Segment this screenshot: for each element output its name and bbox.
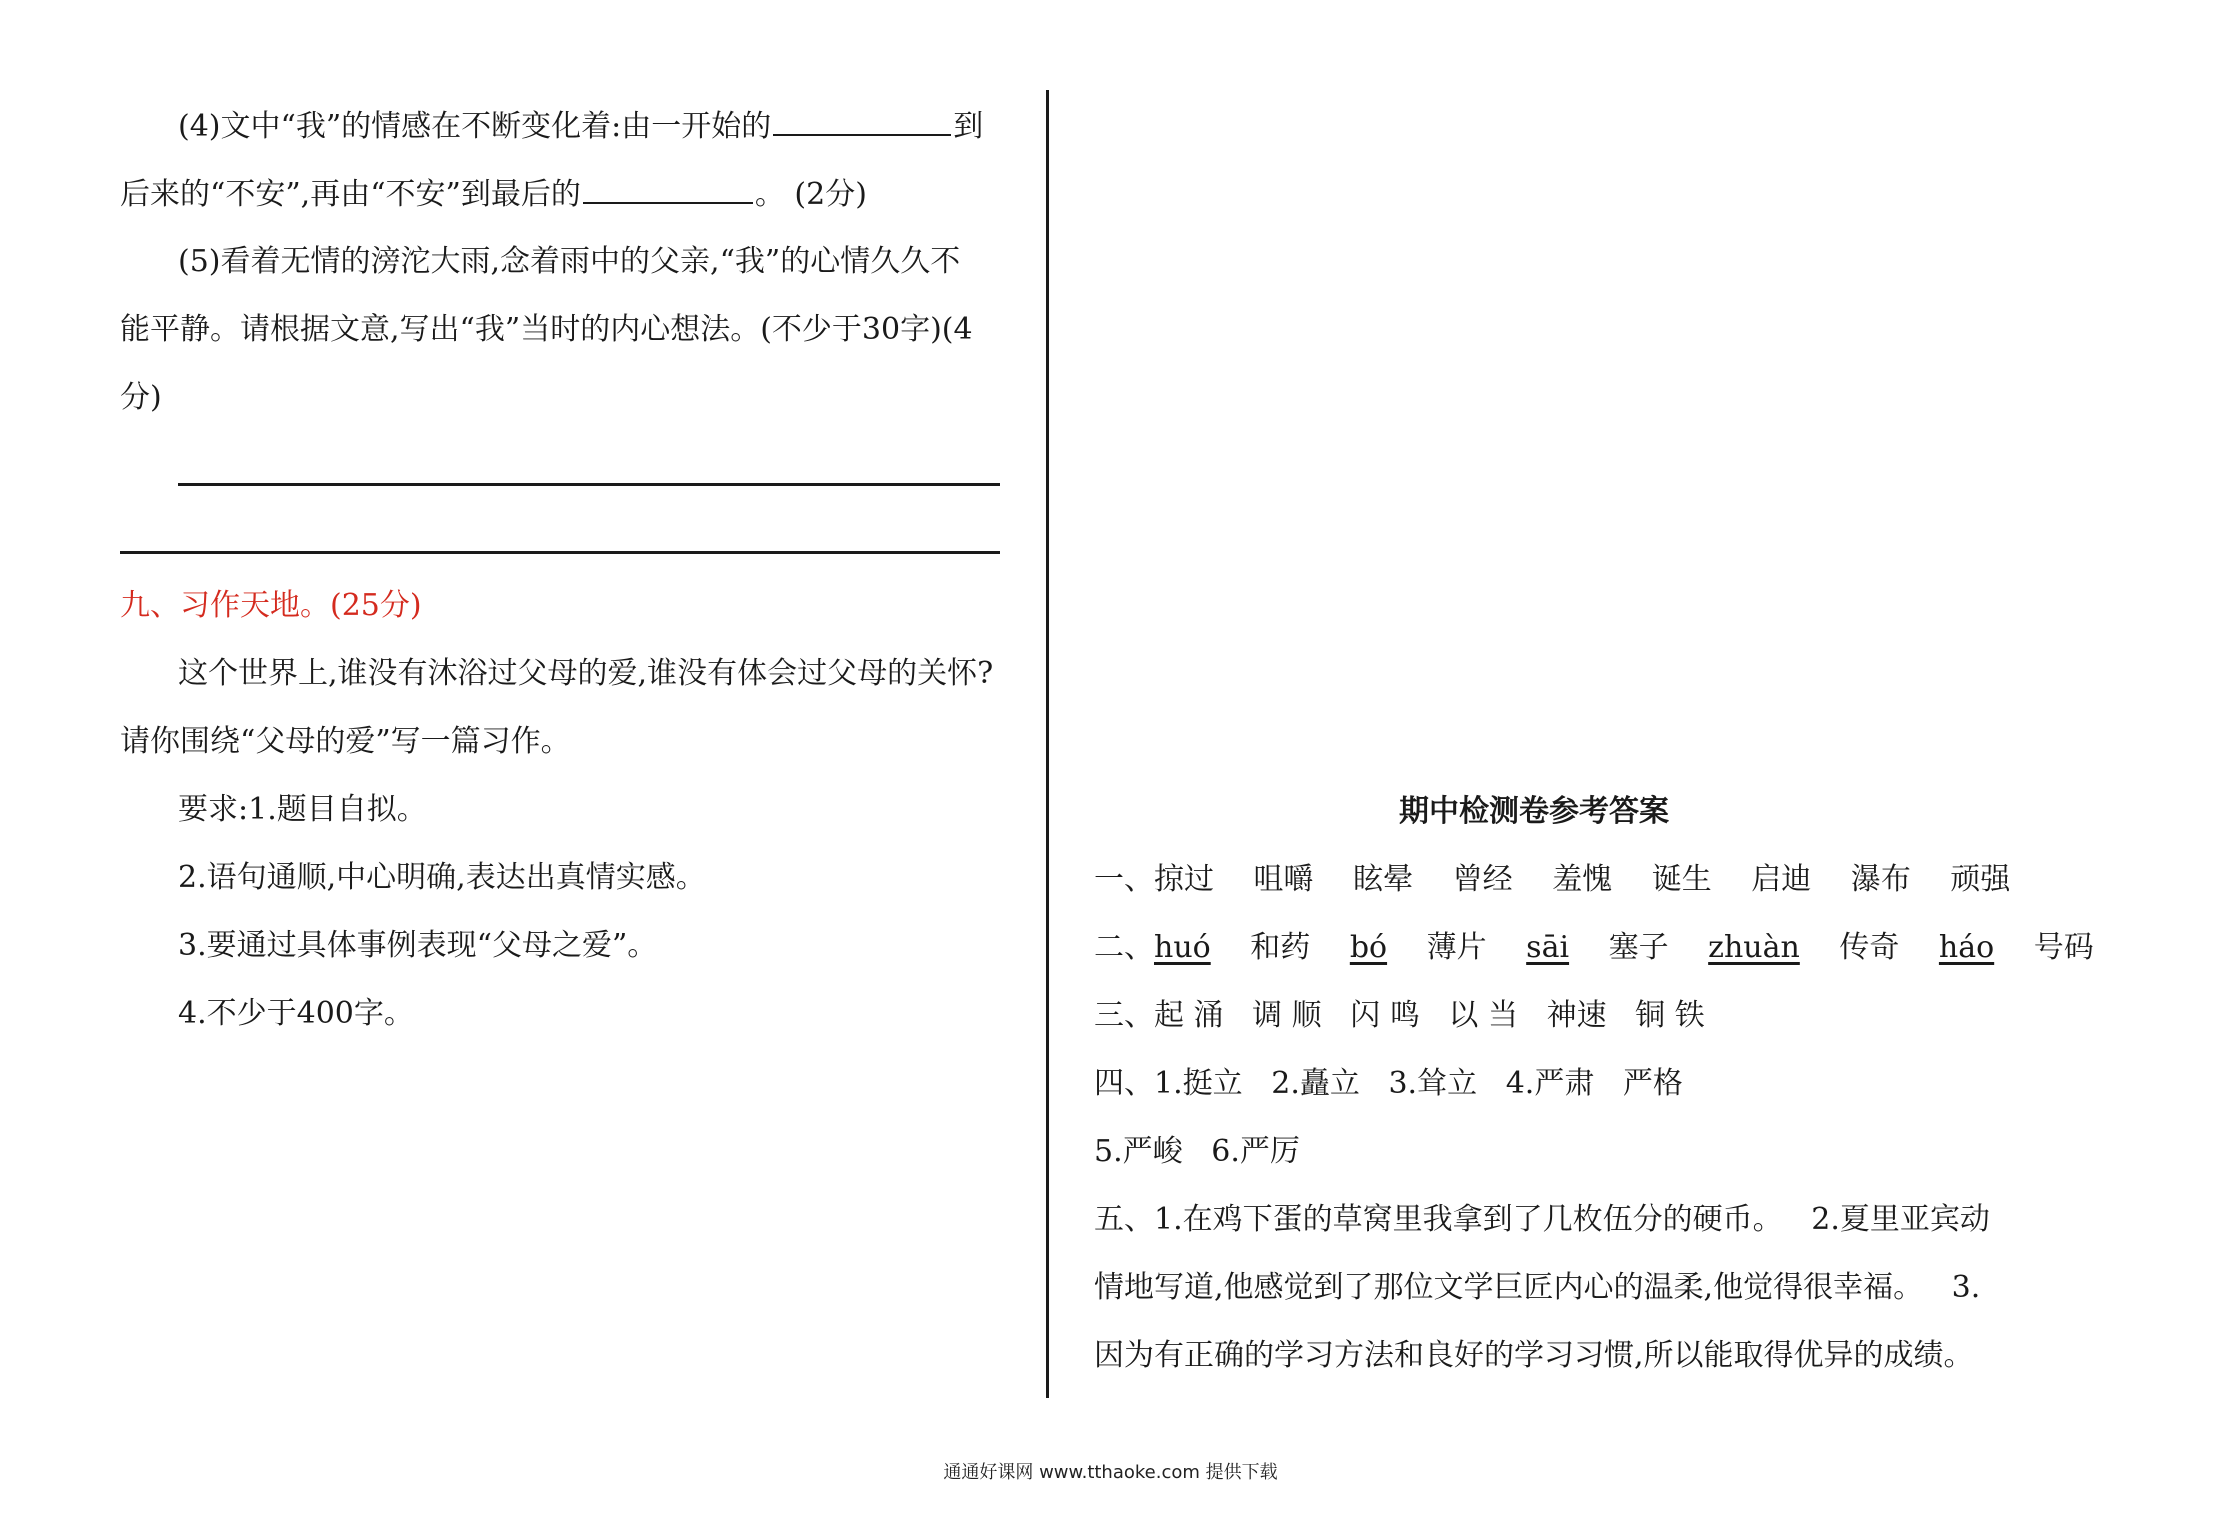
question-4-score: 。 (2分) <box>754 177 867 212</box>
requirement-2: 2.语句通顺,中心明确,表达出真情实感。 <box>178 860 706 895</box>
answer-blank[interactable] <box>583 174 753 204</box>
pinyin: sāi <box>1526 930 1570 965</box>
answer-word: 传奇 <box>1839 930 1900 965</box>
answer-word: 曾经 <box>1452 862 1513 897</box>
writing-prompt-line-1: 这个世界上,谁没有沐浴过父母的爱,谁没有体会过父母的关怀? <box>178 656 994 691</box>
question-5-line-2: 能平静。请根据文意,写出“我”当时的内心想法。(不少于30字)(4 <box>120 312 973 347</box>
pinyin: huó <box>1154 930 1211 965</box>
question-5-line-1: (5)看着无情的滂沱大雨,念着雨中的父亲,“我”的心情久久不 <box>178 244 961 279</box>
answer-section-5-line-1: 五、1.在鸡下蛋的草窝里我拿到了几枚伍分的硬币。 2.夏里亚宾动 <box>1094 1202 1990 1237</box>
question-4-line-2 <box>120 174 867 215</box>
column-divider <box>1046 90 1049 1398</box>
answer-word: 眩晕 <box>1353 862 1414 897</box>
answer-section-2 <box>1094 928 2124 968</box>
requirement-1: 要求:1.题目自拟。 <box>178 792 427 827</box>
question-4-text: (4)文中“我”的情感在不断变化着:由一开始的 <box>178 109 772 144</box>
question-4-text-2: 后来的“不安”,再由“不安”到最后的 <box>120 177 581 212</box>
pinyin: háo <box>1938 930 1995 965</box>
pinyin: bó <box>1349 930 1388 965</box>
answer-word: 瀑布 <box>1850 862 1911 897</box>
answer-word: 启迪 <box>1751 862 1812 897</box>
question-4-line-1 <box>178 106 983 147</box>
answer-word: 号码 <box>2033 930 2094 965</box>
answer-word: 薄片 <box>1426 930 1487 965</box>
pinyin: zhuàn <box>1708 930 1800 965</box>
section-9-title: 九、习作天地。(25分) <box>120 588 422 623</box>
requirement-4: 4.不少于400字。 <box>178 996 414 1031</box>
answer-word: 塞子 <box>1608 930 1669 965</box>
answer-section-5-line-2: 情地写道,他感觉到了那位文学巨匠内心的温柔,他觉得很幸福。 3. <box>1094 1270 1981 1305</box>
footer-credit: 通通好课网 www.tthaoke.com 提供下载 <box>943 1462 1278 1483</box>
answer-section-3: 三、起 涌 调 顺 闪 鸣 以 当 神速 铜 铁 <box>1094 998 1705 1033</box>
writing-prompt-line-2: 请你围绕“父母的爱”写一篇习作。 <box>120 724 571 759</box>
question-4-text-end: 到 <box>953 109 984 144</box>
answer-section-4-cont: 5.严峻 6.严厉 <box>1094 1134 1300 1169</box>
answer-word: 顽强 <box>1950 862 2011 897</box>
answer-word: 一、掠过 <box>1094 862 1214 897</box>
answers-title: 期中检测卷参考答案 <box>1399 794 1669 829</box>
answer-word: 羞愧 <box>1552 862 1613 897</box>
answer-line-2[interactable] <box>120 551 1000 554</box>
question-5-line-3: 分) <box>120 380 162 415</box>
answer-section-1 <box>1094 860 2040 900</box>
answer-word: 和药 <box>1250 930 1311 965</box>
answer-section-4: 四、1.挺立 2.矗立 3.耸立 4.严肃 严格 <box>1094 1066 1683 1101</box>
requirement-3: 3.要通过具体事例表现“父母之爱”。 <box>178 928 658 963</box>
answer-blank[interactable] <box>773 106 951 136</box>
section-prefix: 二、 <box>1094 930 1154 965</box>
answer-word: 诞生 <box>1651 862 1712 897</box>
answer-word: 咀嚼 <box>1253 862 1314 897</box>
answer-line-1[interactable] <box>178 483 1000 486</box>
answer-section-5-line-3: 因为有正确的学习方法和良好的学习习惯,所以能取得优异的成绩。 <box>1094 1338 1974 1373</box>
